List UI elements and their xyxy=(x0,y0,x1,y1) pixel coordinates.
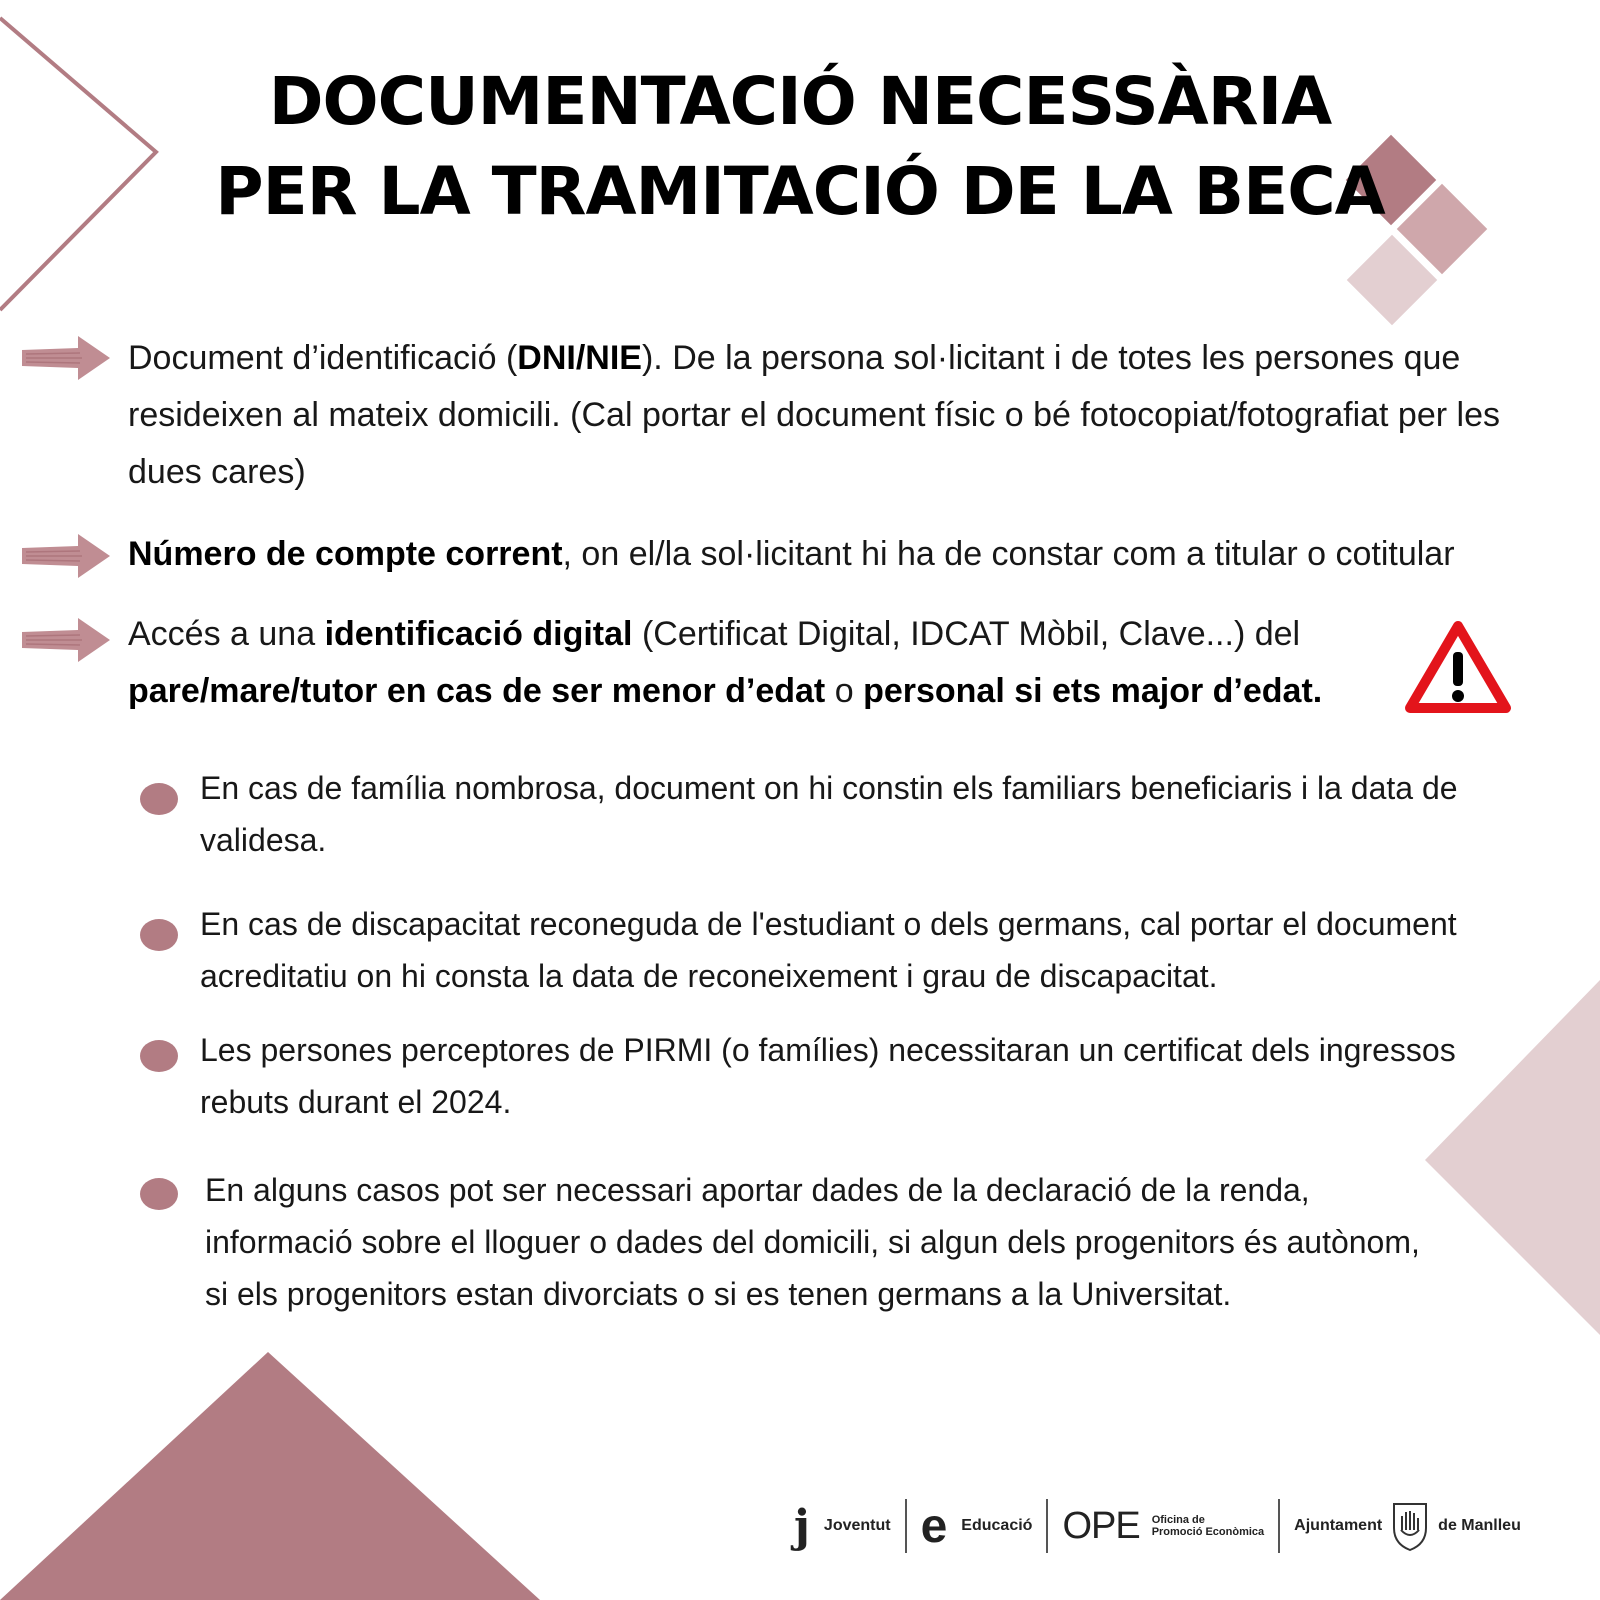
manlleu-label: de Manlleu xyxy=(1438,1517,1521,1534)
bullet-dot xyxy=(140,1178,178,1210)
title-line-2: PER LA TRAMITACIÓ DE LA BECA xyxy=(215,153,1385,230)
logo-joventut xyxy=(780,1501,905,1552)
joventut-mark: j xyxy=(794,1500,810,1552)
bullet-item: En alguns casos pot ser necessari aportar dades de la declaració de la renda, informació sobre el lloguer o dades del domicili, si algun dels progenitors és autònom, si els progenitors estan divorciats o si es tenen germans a la Universitat. xyxy=(205,1172,1420,1312)
ope-line-2: Promoció Econòmica xyxy=(1151,1526,1265,1538)
arrow-icon xyxy=(20,614,112,666)
ope-line-1: Oficina de xyxy=(1151,1514,1205,1526)
logo-ajuntament-manlleu xyxy=(1280,1500,1535,1552)
bottom-left-triangle-decoration xyxy=(0,1352,540,1600)
arrow-icon xyxy=(20,332,112,384)
educacio-mark: e xyxy=(920,1499,948,1553)
item-digital-identification: Accés a una identificació digital (Certificat Digital, IDCAT Mòbil, Clave...) del pare/mare/tutor en cas de ser menor d’edat o personal si ets major d’edat. xyxy=(128,615,1323,710)
coat-of-arms-icon xyxy=(1390,1500,1430,1552)
educacio-label: Educació xyxy=(961,1517,1033,1534)
item-identification-document: Document d’identificació (DNI/NIE). De la persona sol·licitant i de totes les persones que resideixen al mateix domicili. (Cal portar el document físic o bé fotocopiat/fotografiat per les dues cares) xyxy=(128,339,1500,491)
logo-educacio xyxy=(907,1499,1047,1554)
item-bank-account: Número de compte corrent, on el/la sol·licitant hi ha de constar com a titular o cotitular xyxy=(128,535,1455,573)
bullet-dot xyxy=(140,919,178,951)
item-identification-bold: DNI/NIE xyxy=(517,339,642,377)
item-bank-account-bold: Número de compte corrent xyxy=(128,535,563,573)
arrow-icon xyxy=(20,530,112,582)
title-line-1: DOCUMENTACIÓ NECESSÀRIA xyxy=(268,63,1332,140)
bullet-item: Les persones perceptores de PIRMI (o famílies) necessitaran un certificat dels ingressos rebuts durant el 2024. xyxy=(200,1032,1456,1120)
bullet-item: En cas de família nombrosa, document on hi constin els familiars beneficiaris i la data de validesa. xyxy=(200,770,1458,858)
bullet-dot xyxy=(140,783,178,815)
bullet-item: En cas de discapacitat reconeguda de l'estudiant o dels germans, cal portar el document acreditatiu on hi consta la data de reconeixement i grau de discapacitat. xyxy=(200,906,1457,994)
ajuntament-label: Ajuntament xyxy=(1294,1517,1383,1534)
warning-triangle-icon xyxy=(1404,620,1512,716)
bullet-dot xyxy=(140,1040,178,1072)
footer-logos xyxy=(780,1496,1535,1556)
ope-mark: OPE xyxy=(1062,1504,1140,1547)
joventut-label: Joventut xyxy=(823,1517,891,1534)
logo-ope xyxy=(1048,1505,1278,1548)
page-title xyxy=(0,57,1600,237)
